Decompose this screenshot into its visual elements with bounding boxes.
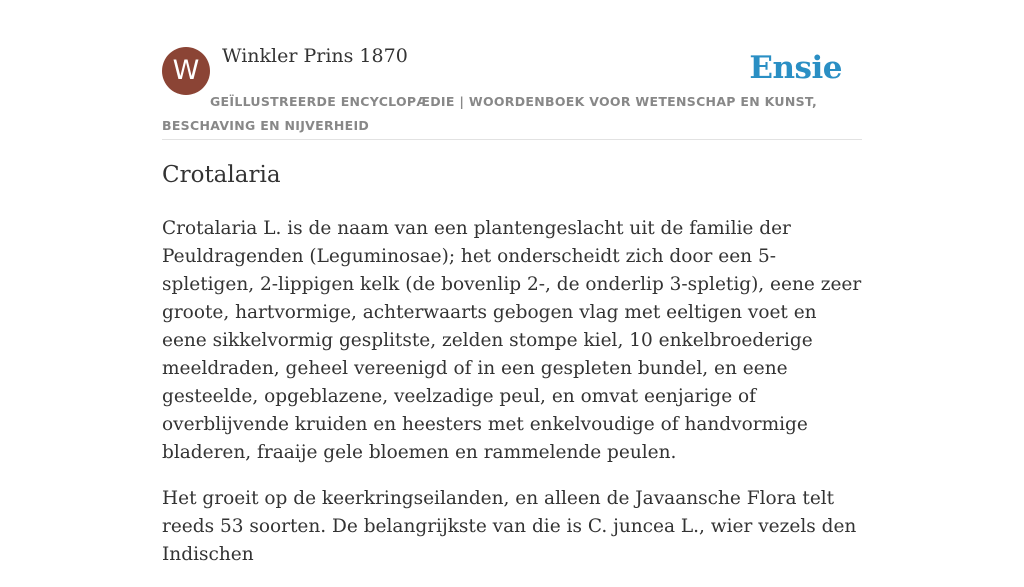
avatar[interactable]: W [162,47,210,95]
source-title[interactable]: Winkler Prins 1870 [222,45,408,67]
entry-paragraph: Crotalaria L. is de naam van een plantengeslacht uit de familie der Peuldragenden (Leguminosae); het onderscheidt zich door een 5-spletigen, 2-lippigen kelk (de bovenlip 2-, de onderlip 3-spletig), eene zeer groote, hartvormige, achterwaarts gebogen vlag met eeltigen voet en eene sikkelvormig gesplitste, zelden stompe kiel, 10 enkelbroederige meeldraden, geheel vereenigd of in een gespleten bundel, en eene gesteelde, opgeblazene, veelzadige peul, en omvat eenjarige of overblijvende kruiden en heesters met enkelvoudige of handvormige bladeren, fraaije gele bloemen en rammelende peulen. [162,218,862,463]
entry-body [162,215,862,587]
header-divider [162,139,862,140]
entry-paragraph: Het groeit op de keerkringseilanden, en alleen de Javaansche Flora telt reeds 53 soorten. De belangrijkste van die is C. juncea L., wier vezels den Indischen [162,488,857,565]
entry-title: Crotalaria [162,162,281,188]
brand-logo-link[interactable]: Ensie [749,50,842,86]
source-subtitle: GEÏLLUSTREERDE ENCYCLOPÆDIE | WOORDENBOEK VOOR WETENSCHAP EN KUNST, BESCHAVING EN NIJVERHEID [162,94,818,133]
